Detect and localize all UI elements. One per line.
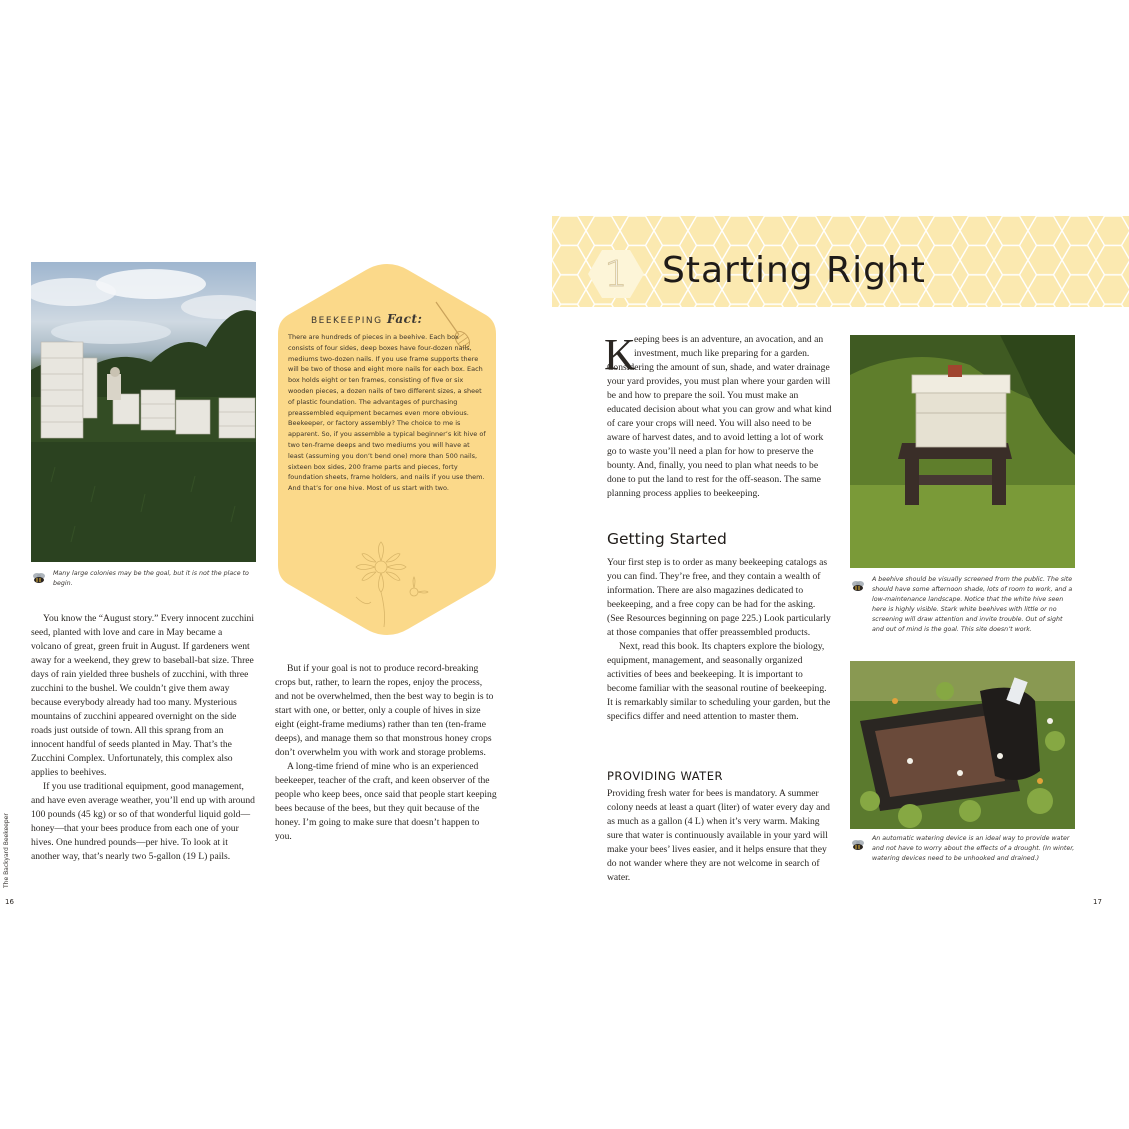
photo-caption-beehive: A beehive should be visually screened from the public. The site should have some afternoon shade, lots of room to work, and a low-maintenance landscape. Notice that the white hive seen here is highly visible. Stark white beehives with little or no screening will draw attention and invite trouble. Out of sight and out of mind is the goal. This site doesn’t work. [872,576,1073,633]
photo-watering-device [850,661,1075,829]
running-head: The Backyard Beekeeper [3,813,10,888]
getting-started-text [607,556,832,724]
paragraph: Your first step is to order as many beekeeping catalogs as you can find. They’re free, and they contain a wealth of information. There are also magazines dedicated to beekeeping, and a free copy can be had for the asking. (See Resources beginning on page 225.) Look particularly at those companies that offer preassembled products. [607,557,831,638]
chapter-title: Starting Right [662,250,926,291]
left-column-text [31,612,255,864]
intro-paragraph [607,333,832,501]
paragraph: Next, read this book. Its chapters explore the biology, equipment, management, and seasonally organized activities of bees and beekeeping. It is important to become familiar with the seasonal routine of beekeeping. It is remarkably similar to scheduling your garden, but the specifics differ and need attention to master them. [607,641,831,722]
middle-column-text [275,662,498,844]
intro-first-lines: eeping bees is an adventure, an avocation, and an investment, much like preparing for a garden. [634,334,824,359]
drop-cap: K [604,330,636,379]
page-number-right: 17 [1093,898,1102,906]
section-heading-providing-water: PROVIDING WATER [607,769,723,783]
fact-box-label-script: Fact: [387,312,423,326]
photo-bee-yard [31,262,256,562]
section-heading-getting-started: Getting Started [607,530,727,548]
paragraph: You know the “August story.” Every innocent zucchini seed, planted with love and care in May became a volcano of great, green fruit in August. If gardeners went away for a weekend, they grew to baseball-bat size. Three days of rain yielded three bushels of zucchini, with three zucchini to the bushel. We couldn’t give them away because everybody already had too many. Mysterious mountains of zucchini appeared overnight on the side roads just outside of town. All this sprang from an innocent handful of seeds planted in May. That’s the Zucchini Complex. Unfortunately, this complex also applies to beehives. [31,613,255,778]
fact-box-text: There are hundreds of pieces in a beehive. Each box consists of four sides, deep boxes have four-dozen nails, mediums two-dozen nails. If you use frame supports there will be two of those and eight more nails for each box. Each box holds eight or ten frames, consisting of five or six wooden pieces, a dozen nails of two different sizes, a sheet of plastic foundation. The advantages of purchasing preassembled equipment becames even more obvious. Beekeeper, or factory assembly? The choice to me is apparent. So, if you assemble a typical beginner’s kit hive of two ten-frame deeps and two mediums you will have at least (assuming you don’t bend one) more than 500 nails, sixteen box sides, 200 frame parts and pieces, forty foundation sheets, frame holders, and nails if you use them. And that’s for one hive. Most of us start with two. [288,333,486,493]
intro-rest: Considering the amount of sun, shade, and water drainage your yard provides, you must plan where your garden will be and how to prepare the soil. You must make an educated decision about what you can grow and what kind of care your crops will need. You will also need to be aware of harvest dates, and to avoid letting a lot of work go to waste you’ll need a plan for how to preserve the bounty. And, finally, you need to plan what needs to be done to put the land to rest for the off-season. The same planning process applies to beekeeping. [607,362,832,499]
paragraph: A long-time friend of mine who is an experienced beekeeper, teacher of the craft, and keen observer of the people who keep bees, once said that people start keeping bees because of the bees, but they quit because of the honey. I’m going to make sure that doesn’t happen to you. [275,761,497,842]
paragraph: If you use traditional equipment, good management, and have even average weather, you’ll end up with around 100 pounds (45 kg) or so of that wonderful liquid gold—honey—that your bees produce from each one of your hives. One hundred pounds—per hive. To look at it another way, that’s nearly two 5-gallon (19 L) pails. [31,781,255,862]
photo-caption-bee-yard: Many large colonies may be the goal, but it is not the place to begin. [53,570,249,587]
fact-box-title [311,312,422,326]
paragraph: Providing fresh water for bees is mandatory. A summer colony needs at least a quart (liter) of water every day and as much as a gallon (4 L) when it’s very warm. Making sure that water is continuously available in your yard will make your bees’ lives easier, and it helps ensure that they do not wander where they are not welcome in search of water. [607,788,830,883]
fact-box-label: BEEKEEPING [311,316,383,326]
chapter-number: 1 [604,254,628,295]
photo-caption-watering-device: An automatic watering device is an ideal way to provide water and not have to worry about the effects of a drought. (In winter, watering devices need to be unhooked and drained.) [872,835,1075,862]
paragraph: But if your goal is not to produce record-breaking crops but, rather, to learn the ropes, enjoy the process, and not be overwhelmed, then the best way to begin is to start with one, or better, only a couple of hives in size eight (eight-frame mediums) rather than ten (ten-frame deeps), and manage them so that monstrous honey crops don’t overwhelm you with work and storage problems. [275,663,494,758]
photo-white-beehive [850,335,1075,568]
providing-water-text [607,787,832,885]
bee-icon [31,571,47,583]
bee-icon [850,579,866,591]
bee-icon [850,838,866,850]
page-number-left: 16 [5,898,14,906]
